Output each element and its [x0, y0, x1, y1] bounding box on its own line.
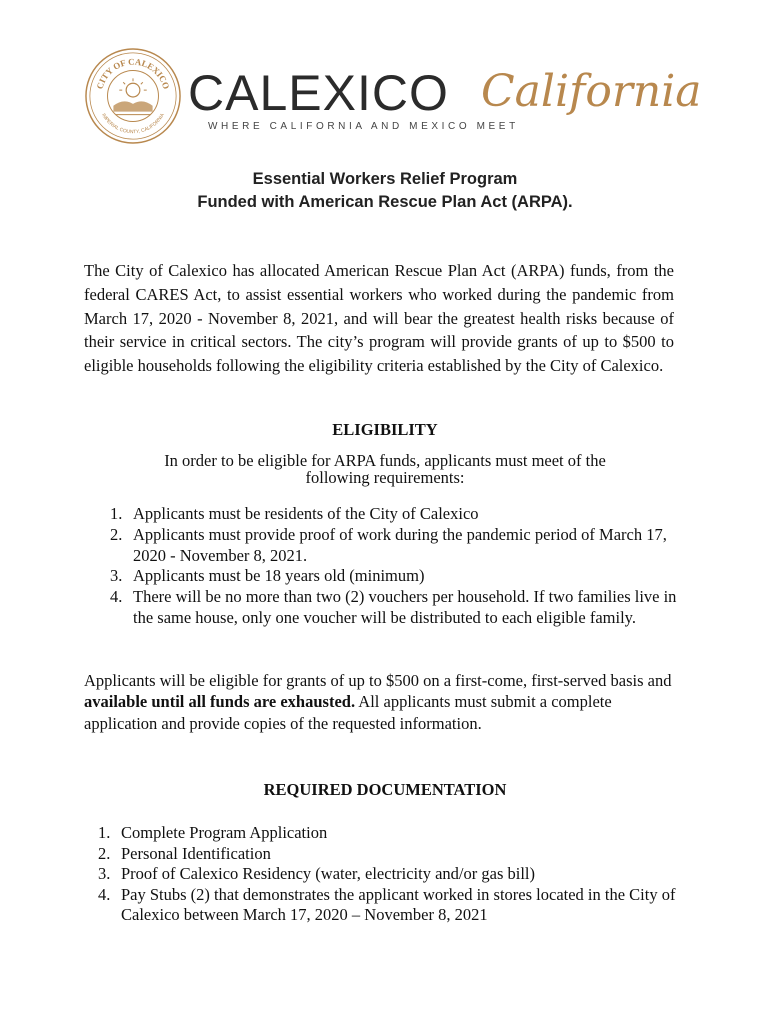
seal-text-bottom: IMPERIAL COUNTY, CALIFORNIA [100, 112, 166, 136]
brand-script: California [481, 66, 702, 117]
list-item-text: There will be no more than two (2) vouchers per household. If two families live in the same house, only one voucher will be distributed to each eligible family. [133, 587, 677, 627]
brand-name: CALEXICO [188, 65, 449, 121]
list-item: 2. Personal Identification [98, 843, 271, 863]
funds-exhausted-note: available until all funds are exhausted. [84, 692, 356, 712]
list-item-text: Personal Identification [121, 843, 271, 863]
intro-paragraph: The City of Calexico has allocated American Rescue Plan Act (ARPA) funds, from the federal CARES Act, to assist essential workers who worked during the pandemic from March 17, 2020 - November 8, 2021, and will bear the greatest health risks because of their service in critical sectors. The city’s program will provide grants of up to $500 to eligible households following the eligibility criteria established by the City of Calexico. [84, 261, 674, 376]
document-subtitle: Funded with American Rescue Plan Act (ARPA). [197, 193, 573, 211]
closing-paragraph: Applicants will be eligible for grants of up to $500 on a first-come, first-served basis and available until all funds are exhausted. All applicants must submit a complete application and provide copies of the requested information. [84, 671, 672, 733]
list-item: 1. Applicants must be residents of the City of Calexico [110, 504, 479, 523]
list-item: 1. Complete Program Application [98, 823, 328, 842]
list-item-text: Applicants must be 18 years old (minimum) [133, 566, 425, 586]
calexico-wordmark [188, 62, 702, 137]
list-item-text: Pay Stubs (2) that demonstrates the applicant worked in stores located in the City of Calexico between March 17, 2020 – November 8, 2021 [121, 884, 676, 925]
list-item: 3. Applicants must be 18 years old (minimum) [110, 566, 425, 586]
list-item-text: Applicants must be residents of the City of Calexico [133, 504, 479, 523]
list-item: 4. Pay Stubs (2) that demonstrates the applicant worked in stores located in the City of Calexico between March 17, 2020 – November 8, 2021 [98, 884, 676, 925]
eligibility-list [110, 504, 678, 629]
list-item: 3. Proof of Calexico Residency (water, electricity and/or gas bill) [98, 864, 535, 884]
list-item-text: Complete Program Application [121, 823, 328, 842]
list-item-text: Applicants must provide proof of work during the pandemic period of March 17, 2020 - November 8, 2021. [133, 524, 667, 565]
list-item: 4. There will be no more than two (2) vouchers per household. If two families live in the same house, only one voucher will be distributed to each eligible family. [110, 587, 677, 627]
city-seal-logo [84, 47, 182, 145]
eligibility-intro: In order to be eligible for ARPA funds, applicants must meet of the following requirements: [164, 451, 606, 487]
brand-tagline: WHERE CALIFORNIA AND MEXICO MEET [208, 121, 519, 132]
list-item-text: Proof of Calexico Residency (water, electricity and/or gas bill) [121, 864, 535, 884]
document-title-block [0, 168, 770, 214]
list-item: 2. Applicants must provide proof of work during the pandemic period of March 17, 2020 - November 8, 2021. [110, 524, 667, 565]
documentation-heading: REQUIRED DOCUMENTATION [263, 780, 507, 799]
seal-text-top: CITY OF CALEXICO [94, 56, 172, 91]
eligibility-heading: ELIGIBILITY [332, 420, 438, 439]
documentation-list [98, 823, 681, 926]
document-title: Essential Workers Relief Program [252, 170, 518, 188]
